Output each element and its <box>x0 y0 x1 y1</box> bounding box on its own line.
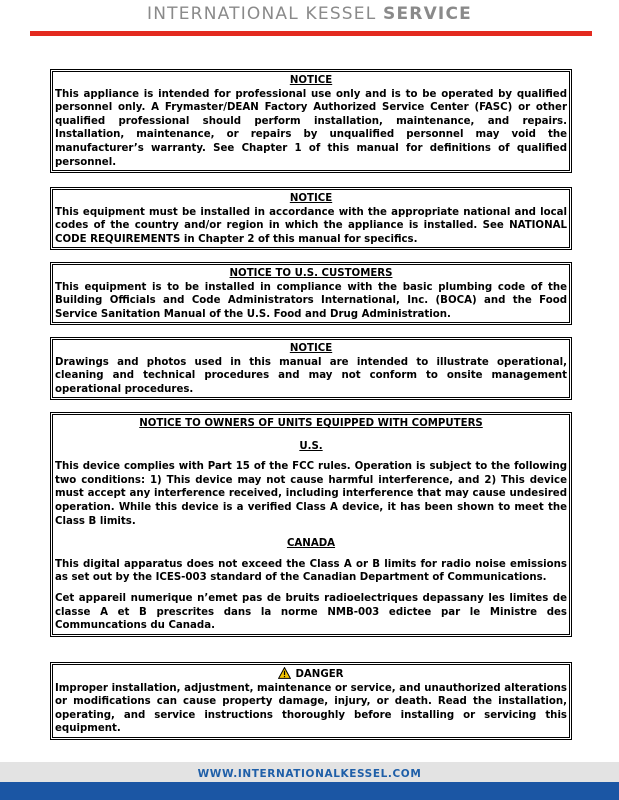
footer <box>0 762 619 782</box>
notice-text: This equipment must be installed in accordance with the appropriate national and local codes of the country and/or region in which the appliance is installed. See NATIONAL CODE REQUIREMENTS in Chapter 2 of this manual for specifics. <box>55 206 567 245</box>
footer-blue-bar <box>0 782 619 800</box>
danger-text: Improper installation, adjustment, maintenance or service, and unauthorized alterations or modifications can cause property damage, injury, or death. Read the installation, operating, and service instructions thoroughly before installing or servicing this equipment. <box>55 682 567 735</box>
header-red-rule <box>30 31 592 36</box>
danger-title: DANGER <box>295 669 344 680</box>
header-brand-light: INTERNATIONAL KESSEL <box>147 4 377 24</box>
notice-title: NOTICE <box>289 193 333 204</box>
notice-title: NOTICE <box>289 343 333 354</box>
canada-text-french: Cet appareil numerique n’emet pas de bruits radioelectriques depassany les limites de classe A et B prescrites dans la norme NMB-003 edictee par le Ministre des Communcations du Canada. <box>55 592 567 632</box>
spacer <box>55 528 567 537</box>
us-heading: U.S. <box>299 440 323 452</box>
spacer <box>55 431 567 440</box>
notice-box-computers <box>52 414 570 635</box>
notice-box-installation-codes <box>52 189 570 248</box>
danger-box <box>52 664 570 738</box>
spacer <box>55 585 567 592</box>
page-header <box>0 0 619 30</box>
canada-heading: CANADA <box>286 538 336 550</box>
notice-text: This appliance is intended for professional use only and is to be operated by qualified personnel only. A Frymaster/DEAN Factory Authorized Service Center (FASC) or other qualified professional should perform installation, maintenance, and repairs. Installation, maintenance, or repairs by unqualified personnel may void the manufacturer’s warranty. See Chapter 1 of this manual for definitions of qualified personnel. <box>55 88 567 168</box>
danger-title-row <box>55 667 567 682</box>
warning-triangle-icon <box>278 667 291 679</box>
us-fcc-text: This device complies with Part 15 of the FCC rules. Operation is subject to the following two conditions: 1) This device may not cause harmful interference, and 2) This device must accept any interference received, including interference that may cause undesired operation. While this device is a verified Class A device, it has been shown to meet the Class B limits. <box>55 461 567 527</box>
notice-box-us-customers <box>52 264 570 323</box>
spacer <box>55 551 567 558</box>
notice-title: NOTICE <box>289 75 333 86</box>
notice-title: NOTICE TO U.S. CUSTOMERS <box>229 268 393 279</box>
notice-text: Drawings and photos used in this manual are intended to illustrate operational, cleaning and technical procedures and may not conform to onsite management operational procedures. <box>55 356 567 395</box>
spacer <box>55 453 567 460</box>
notice-box-professional-use <box>52 71 570 171</box>
header-brand <box>147 4 472 24</box>
header-brand-bold: SERVICE <box>383 4 472 24</box>
canada-text-english: This digital apparatus does not exceed the Class A or B limits for radio noise emissions as set out by the ICES-003 standard of the Canadian Department of Communications. <box>55 558 567 584</box>
footer-website-link[interactable]: WWW.INTERNATIONALKESSEL.COM <box>197 768 422 780</box>
notice-text: This equipment is to be installed in compliance with the basic plumbing code of the Building Officials and Code Administrators International, Inc. (BOCA) and the Food Service Sanitation Manual of the U.S. Food and Drug Administration. <box>55 281 567 320</box>
notice-box-drawings-photos <box>52 339 570 398</box>
notice-title: NOTICE TO OWNERS OF UNITS EQUIPPED WITH COMPUTERS <box>139 418 483 429</box>
